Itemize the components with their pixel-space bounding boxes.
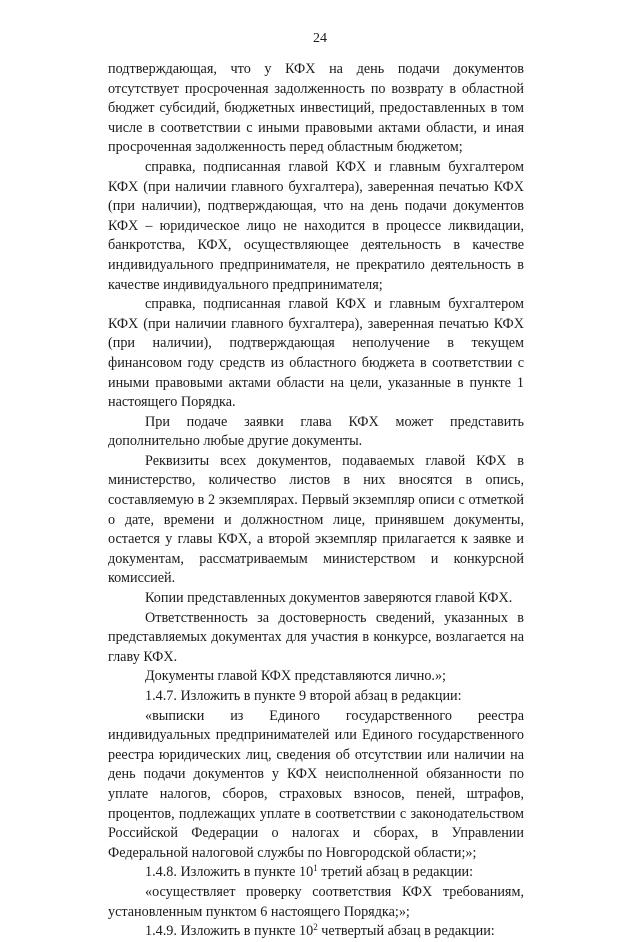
paragraph-registry-extracts: «выписки из Единого государственного реестра индивидуальных предпринимателей или Единого государственного реестра юридических лиц, сведения об отсутствии или наличии на день подачи документов у КФХ неисполненной обязанности по уплате налогов, сборов, страховых взносов, пеней, штрафов, процентов, подлежащих уплате в соответствии с законодательством Российской Федерации о налогах и сборах, в Управлении Федеральной налоговой службы по Новгородской области;»; xyxy=(108,707,524,861)
paragraph-clause-1-4-9 xyxy=(108,922,524,942)
clause-1-4-8-superscript: 1 xyxy=(313,863,318,874)
clause-1-4-9-text-end: четвертый абзац в редакции: xyxy=(317,923,495,940)
paragraph-responsibility: Ответственность за достоверность сведений, указанных в представляемых документах для участия в конкурсе, возлагается на главу КФХ. xyxy=(108,609,524,665)
paragraph-clause-1-4-7: 1.4.7. Изложить в пункте 9 второй абзац в редакции: xyxy=(145,688,462,704)
paragraph-clause-1-4-8 xyxy=(108,863,524,883)
clause-1-4-8-text: 1.4.8. Изложить в пункте 10 xyxy=(145,864,314,881)
paragraph-document-inventory: Реквизиты всех документов, подаваемых главой КФХ в министерство, количество листов в них вносятся в опись, составляемую в 2 экземплярах. Первый экземпляр описи с отметкой о дате, времени и должностном лице, принявшем документы, остается у главы КФХ, а второй экземпляр прилагается к заявке и документам, рассматриваемым министерством и конкурсной комиссией. xyxy=(108,452,524,587)
paragraph-liquidation-certificate: справка, подписанная главой КФХ и главным бухгалтером КФХ (при наличии главного бухгалтера), заверенная печатью КФХ (при наличии), подтверждающая, что на день подачи документов КФХ – юридическое лицо не находится в процессе ликвидации, банкротства, КФХ, осуществляющее деятельность в качестве индивидуального предпринимателя, не прекратило деятельность в качестве индивидуального предпринимателя; xyxy=(108,158,524,293)
clause-1-4-8-text-end: третий абзац в редакции: xyxy=(317,864,474,881)
paragraph-copies-certification: Копии представленных документов заверяются главой КФХ. xyxy=(145,590,513,607)
paragraph-debt-confirmation: подтверждающая, что у КФХ на день подачи документов отсутствует просроченная задолженность по возврату в областной бюджет субсидий, бюджетных инвестиций, предоставленных в том числе в соответствии с иными правовыми актами области, и иная просроченная задолженность перед областным бюджетом; xyxy=(108,61,524,156)
paragraph-compliance-check: «осуществляет проверку соответствия КФХ требованиям, установленным пунктом 6 настоящего Порядка;»; xyxy=(108,883,524,920)
paragraph-personal-submission: Документы главой КФХ представляются лично.»; xyxy=(145,668,446,685)
document-body xyxy=(108,60,524,942)
paragraph-additional-documents: При подаче заявки глава КФХ может представить дополнительно любые другие документы. xyxy=(108,413,524,450)
clause-1-4-9-superscript: 2 xyxy=(313,922,318,933)
paragraph-nonreceipt-certificate: справка, подписанная главой КФХ и главным бухгалтером КФХ (при наличии главного бухгалтера), заверенная печатью КФХ (при наличии), подтверждающая неполучение в текущем финансовом году средств из областного бюджета в соответствии с иными правовыми актами области на цели, указанные в пункте 1 настоящего Порядка. xyxy=(108,296,524,411)
clause-1-4-9-text: 1.4.9. Изложить в пункте 10 xyxy=(145,923,314,940)
page-number: 24 xyxy=(313,31,327,46)
